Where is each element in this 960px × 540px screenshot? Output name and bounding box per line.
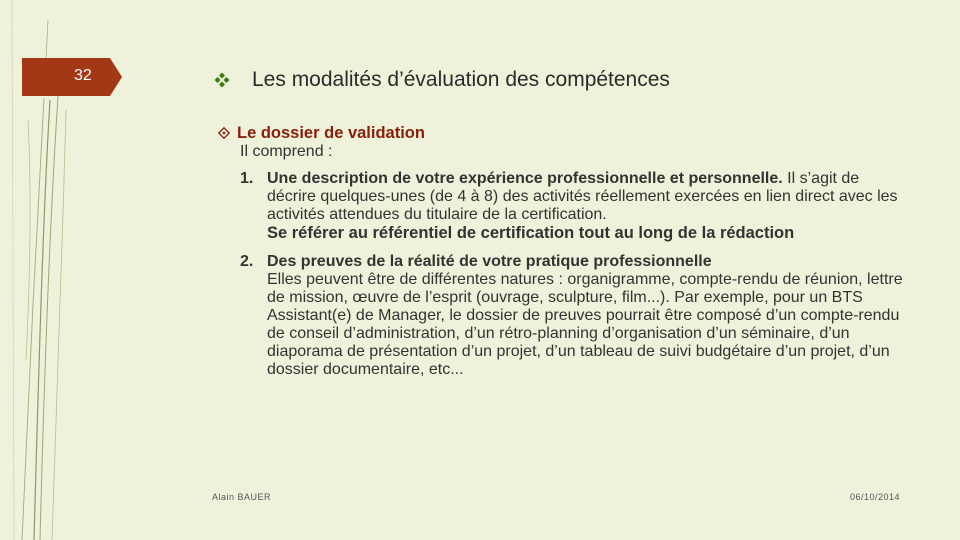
list-item-2	[240, 253, 908, 379]
list-item-body: Il s’agit de décrire quelques-unes (de 4 à 8) des activités réellement exercées en lien direct avec les activités attendues du titulaire de la certification.	[267, 170, 898, 223]
list-item-paragraph	[267, 170, 908, 224]
slide-title	[214, 68, 914, 92]
four-diamond-bullet-icon	[214, 72, 230, 88]
diamond-outline-icon	[218, 127, 230, 139]
footer-author: Alain BAUER	[212, 492, 272, 502]
list-item-emphasis: Se référer au référentiel de certification tout au long de la rédaction	[267, 224, 795, 242]
section-heading-text: Le dossier de validation	[237, 124, 425, 142]
section-intro: Il comprend :	[240, 143, 333, 160]
list-item-number: 2.	[240, 253, 254, 270]
list-item-number: 1.	[240, 170, 254, 187]
list-item-1	[240, 170, 908, 242]
slide-number: 32	[74, 67, 92, 84]
slide-number-tab	[22, 58, 122, 96]
slide-title-text: Les modalités d’évaluation des compétences	[252, 68, 670, 91]
footer-date: 06/10/2014	[849, 492, 900, 502]
list-item-heading: Des preuves de la réalité de votre pratique professionnelle	[267, 253, 712, 270]
section-heading	[218, 124, 908, 142]
list-item-heading: Une description de votre expérience professionnelle et personnelle.	[267, 170, 783, 187]
list-item-body: Elles peuvent être de différentes natures : organigramme, compte-rendu de réunion, lettre de mission, œuvre de l’esprit (ouvrage, sculpture, film...). Par exemple, pour un BTS Assistant(e) de Manager, le dossier de preuves pourrait être composé d’un compte-rendu de conseil d’administration, d’un rétro-planning d’organisation d’un séminaire, d’un diaporama de présentation d’un projet, d’un tableau de suivi budgétaire d’un projet, d’un dossier documentaire, etc...	[267, 271, 903, 378]
slide-content	[218, 124, 908, 379]
